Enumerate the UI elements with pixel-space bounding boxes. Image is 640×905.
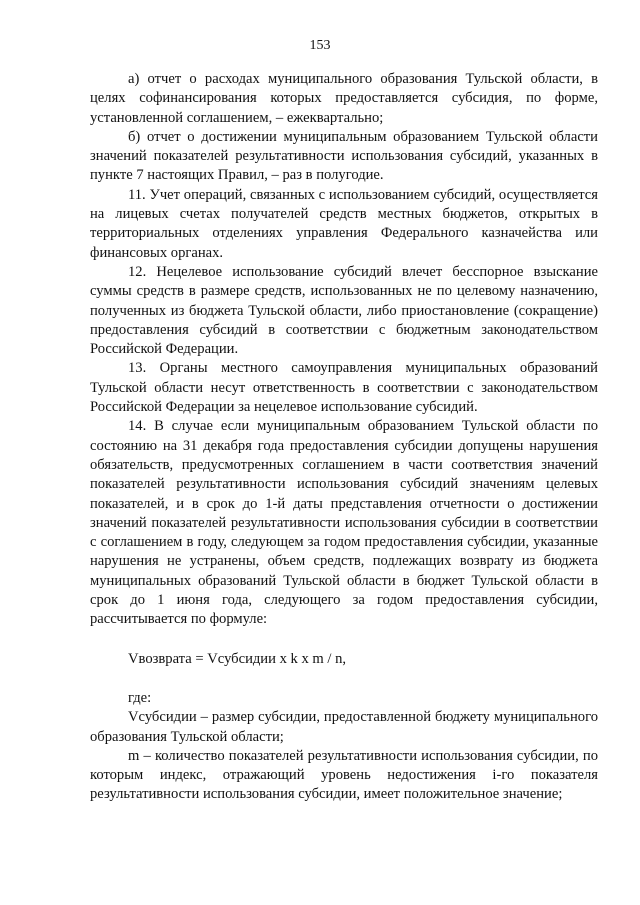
definition-vsubsidii: Vсубсидии – размер субсидии, предоставленной бюджету муниципального образования Тульской области; — [90, 709, 598, 745]
paragraph-14: 14. В случае если муниципальным образованием Тульской области по состоянию на 31 декабря года предоставления субсидии допущены нарушения обязательств, предусмотренных соглашением в части соответствия значений показателей результативности использования субсидий значениям целевых показателей, и в срок до 1-й даты представления отчетности о достижении значений показателей результативности использования субсидии в соответствии с соглашением в году, следующем за годом предоставления субсидии, указанные нарушения не устранены, объем средств, подлежащих возврату из бюджета муниципальных образований Тульской области в бюджет Тульской области в срок до 1 июня года, следующего за годом предоставления субсидии, рассчитывается по формуле: — [90, 418, 598, 628]
definition-m: m – количество показателей результативности использования субсидии, по которым индекс, отражающий уровень недостижения i-го показателя результативности использования субсидии, имеет положительное значение; — [90, 747, 598, 803]
where-label: где: — [128, 689, 152, 706]
page-number: 153 — [309, 38, 331, 53]
paragraph-12: 12. Нецелевое использование субсидий влечет бесспорное взыскание суммы средств в размере средств, использованных не по целевому назначению, полученных из бюджета Тульской области, либо приостановление (сокращение) предоставления субсидий в соответствии с бюджетным законодательством Российской Федерации. — [90, 263, 598, 358]
paragraph-a: а) отчет о расходах муниципального образования Тульской области, в целях софинансирования которых предоставляется субсидия, по форме, установленной соглашением, – ежеквартально; — [90, 71, 598, 126]
paragraph-11: 11. Учет операций, связанных с использованием субсидий, осуществляется на лицевых счетах получателей средств местных бюджетов, открытых в территориальных отделениях управления Федерального казначейства или финансовых органах. — [90, 186, 598, 261]
paragraph-b: б) отчет о достижении муниципальным образованием Тульской области значений показателей результативности использования субсидий, указанных в пункте 7 настоящих Правил, – раз в полугодие. — [90, 128, 598, 184]
document-body — [90, 70, 598, 805]
paragraph-13: 13. Органы местного самоуправления муниципальных образований Тульской области несут ответственность в соответствии с законодательством Российской Федерации за нецелевое использование субсидий. — [90, 360, 598, 416]
formula: Vвозврата = Vсубсидии x k x m / n, — [128, 650, 347, 667]
